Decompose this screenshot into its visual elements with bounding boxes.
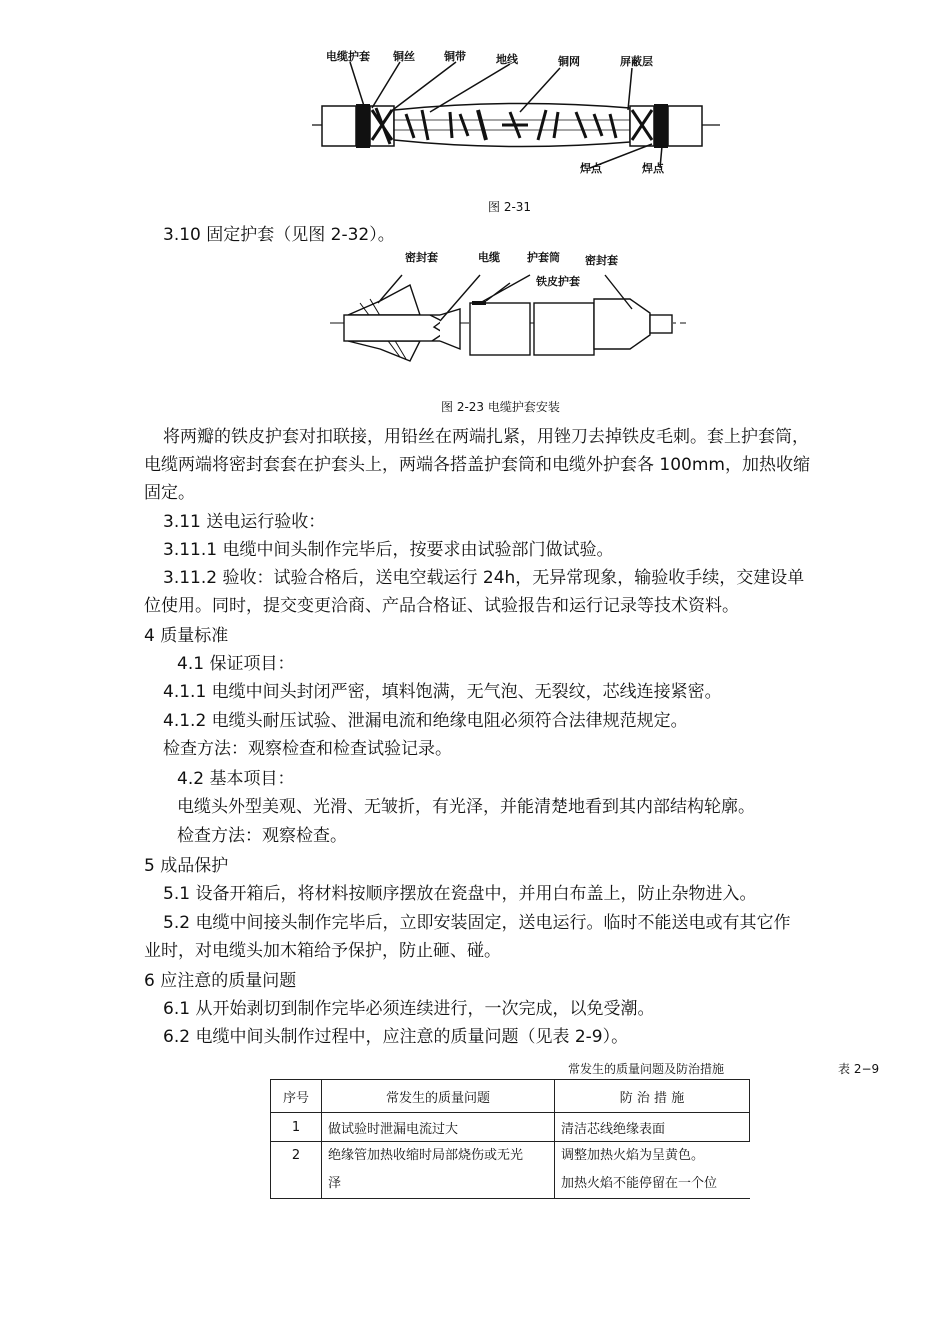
figure-cable-shield-diagram [310, 40, 730, 180]
header-cell: 常发生的质量问题 [322, 1080, 555, 1113]
fig2-label-seal-right: 密封套 [585, 254, 618, 267]
fig2-label-seal-left: 密封套 [405, 251, 438, 264]
fig1-label-copper-wire: 铜丝 [393, 50, 415, 63]
cell-line: 调整加热火焰为呈黄色。 [561, 1148, 705, 1163]
body-line: 4.1.1 电缆中间头封闭严密，填料饱满，无气泡、无裂纹，芯线连接紧密。 [163, 682, 722, 702]
problem-cell [322, 1142, 555, 1199]
body-line: 电缆两端将密封套套在护套头上，两端各搭盖护套筒和电缆外护套各 100mm，加热收缩 [144, 455, 810, 475]
body-line: 检查方法：观察检查和检查试验记录。 [163, 739, 452, 759]
problem-cell [322, 1113, 555, 1142]
fig2-label-iron-sheath: 铁皮护套 [536, 275, 580, 288]
section-heading: 4 质量标准 [144, 626, 229, 646]
row-number: 2 [271, 1142, 322, 1199]
table-row [271, 1142, 750, 1199]
body-line: 电缆头外型美观、光滑、无皱折，有光泽，并能清楚地看到其内部结构轮廓。 [177, 797, 755, 817]
header-cell: 防 治 措 施 [555, 1080, 750, 1113]
fig1-label-ground: 地线 [496, 53, 518, 66]
measure-cell [555, 1142, 750, 1199]
body-line: 4.1.2 电缆头耐压试验、泄漏电流和绝缘电阻必须符合法律规范规定。 [163, 711, 688, 731]
body-line: 将两瓣的铁皮护套对扣联接，用铅丝在两端扎紧，用锉刀去掉铁皮毛刺。套上护套筒， [163, 427, 809, 447]
body-line: 5.1 设备开箱后，将材料按顺序摆放在瓷盘中，并用白布盖上，防止杂物进入。 [163, 884, 757, 904]
cell-line: 泽 [328, 1176, 342, 1191]
body-line: 4.2 基本项目： [177, 769, 295, 789]
body-line: 6.2 电缆中间头制作过程中，应注意的质量问题（见表 2-9）。 [163, 1027, 629, 1047]
body-line: 业时，对电缆头加木箱给予保护，防止砸、碰。 [144, 941, 501, 961]
body-line: 检查方法：观察检查。 [177, 826, 347, 846]
row-number: 1 [271, 1113, 322, 1142]
table-header-row [271, 1080, 750, 1113]
figure1-caption: 图 2-31 [488, 200, 532, 214]
table-title: 常发生的质量问题及防治措施 [568, 1062, 725, 1076]
table-number: 表 2−9 [838, 1062, 880, 1076]
cell-line: 做试验时泄漏电流过大 [328, 1121, 459, 1137]
fig1-label-shield: 屏蔽层 [620, 55, 653, 68]
section-3-10: 3.10 固定护套（见图 2-32）。 [163, 225, 395, 245]
quality-issues-table [270, 1079, 750, 1199]
fig1-label-copper-tape: 铜带 [444, 50, 466, 63]
body-line: 3.11 送电运行验收： [163, 512, 326, 532]
section-heading: 5 成品保护 [144, 856, 229, 876]
fig1-label-solder-left: 焊点 [580, 162, 602, 175]
cell-line: 加热火焰不能停留在一个位 [561, 1176, 718, 1191]
body-line: 3.11.2 验收：试验合格后，送电空载运行 24h，无异常现象，输验收手续，交建设单 [163, 568, 805, 588]
body-line: 4.1 保证项目： [177, 654, 295, 674]
header-cell: 序号 [271, 1080, 322, 1113]
fig1-label-solder-right: 焊点 [642, 162, 664, 175]
body-line: 5.2 电缆中间接头制作完毕后，立即安装固定，送电运行。临时不能送电或有其它作 [163, 913, 791, 933]
figure2-caption: 图 2-23 电缆护套安装 [441, 400, 560, 414]
body-line: 6.1 从开始剥切到制作完毕必须连续进行，一次完成，以免受潮。 [163, 999, 655, 1019]
body-line: 3.11.1 电缆中间头制作完毕后，按要求由试验部门做试验。 [163, 540, 614, 560]
cell-line: 清洁芯线绝缘表面 [561, 1121, 666, 1137]
body-line: 位使用。同时，提交变更洽商、产品合格证、试验报告和运行记录等技术资料。 [144, 596, 739, 616]
fig2-label-tube: 护套筒 [527, 251, 560, 264]
table-row [271, 1113, 750, 1142]
cell-line: 绝缘管加热收缩时局部烧伤或无光 [328, 1148, 524, 1163]
body-line: 固定。 [144, 483, 195, 503]
measure-cell [555, 1113, 750, 1142]
section-heading: 6 应注意的质量问题 [144, 971, 297, 991]
fig1-label-copper-mesh: 铜网 [558, 55, 580, 68]
fig2-label-cable: 电缆 [478, 251, 500, 264]
fig1-label-sheath: 电缆护套 [326, 50, 370, 63]
figure-sheath-install-diagram [330, 265, 690, 375]
